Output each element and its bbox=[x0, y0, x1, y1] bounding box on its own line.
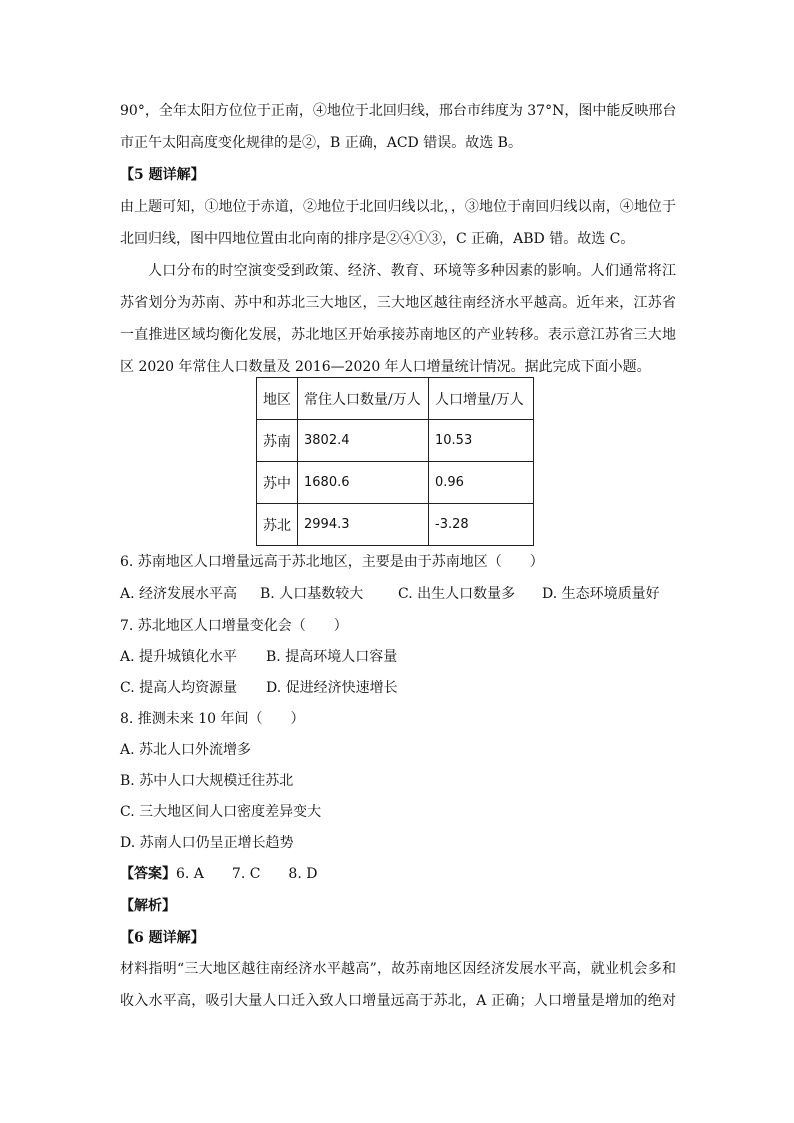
q8-option-d[interactable]: D. 苏南人口仍呈正增长趋势 bbox=[120, 835, 294, 851]
paragraph-line: 由上题可知，①地位于赤道，②地位于北回归线以北，，③地位于南回归线以南，④地位于 bbox=[120, 199, 676, 215]
table-cell-increase: 10.53 bbox=[429, 420, 534, 462]
table-row bbox=[257, 504, 534, 546]
column-header-region: 地区 bbox=[257, 378, 298, 420]
q5-heading: 【5 题详解】 bbox=[120, 167, 205, 183]
q6-option-d[interactable]: D. 生态环境质量好 bbox=[542, 586, 660, 602]
paragraph-line: 材料指明“三大地区越往南经济水平越高”，故苏南地区因经济发展水平高，就业机会多和 bbox=[120, 961, 676, 977]
table-cell-region: 苏南 bbox=[257, 420, 298, 462]
q6-option-a[interactable]: A. 经济发展水平高 bbox=[120, 586, 238, 602]
column-header-increase: 人口增量/万人 bbox=[429, 378, 534, 420]
q6-detail-heading: 【6 题详解】 bbox=[120, 930, 205, 946]
table-cell-region: 苏北 bbox=[257, 504, 298, 546]
q4-explanation-continued bbox=[120, 95, 676, 159]
q6-explanation bbox=[120, 953, 676, 1017]
paragraph-line: 一直推进区域均衡化发展，苏北地区开始承接苏南地区的产业转移。表示意江苏省三大地 bbox=[120, 327, 676, 343]
q7-option-b[interactable]: B. 提高环境人口容量 bbox=[266, 649, 398, 665]
answer-label: 【答案】 bbox=[120, 866, 176, 882]
paragraph-line: 市正午太阳高度变化规律的是②，B 正确，ACD 错误。故选 B。 bbox=[120, 135, 522, 151]
table-row bbox=[257, 462, 534, 504]
table-cell-population: 3802.4 bbox=[298, 420, 429, 462]
paragraph-line: 北回归线，图中四地位置由北向南的排序是②④①③，C 正确，ABD 错。故选 C。 bbox=[120, 231, 635, 247]
material-paragraph bbox=[120, 255, 676, 383]
q7-options-row-2 bbox=[120, 672, 676, 704]
column-header-population: 常住人口数量/万人 bbox=[298, 378, 429, 420]
table-cell-increase: -3.28 bbox=[429, 504, 534, 546]
answer-line bbox=[120, 858, 317, 890]
q7-option-d[interactable]: D. 促进经济快速增长 bbox=[266, 680, 398, 696]
q6-options bbox=[120, 578, 676, 610]
q6-stem: 6. 苏南地区人口增量远高于苏北地区，主要是由于苏南地区（ ） bbox=[120, 554, 544, 570]
table-cell-population: 2994.3 bbox=[298, 504, 429, 546]
paragraph-line: 苏省划分为苏南、苏中和苏北三大地区，三大地区越往南经济水平越高。近年来，江苏省 bbox=[120, 295, 676, 311]
paragraph-line: 90°，全年太阳方位位于正南，④地位于北回归线，邢台市纬度为 37°N，图中能反映邢台 bbox=[120, 103, 676, 119]
population-table bbox=[256, 377, 534, 546]
table-header-row bbox=[257, 378, 534, 420]
q6-option-b[interactable]: B. 人口基数较大 bbox=[260, 586, 364, 602]
table-cell-increase: 0.96 bbox=[429, 462, 534, 504]
table-cell-region: 苏中 bbox=[257, 462, 298, 504]
answer-values: 6. A 7. C 8. D bbox=[176, 866, 318, 882]
q6-option-c[interactable]: C. 出生人口数量多 bbox=[398, 586, 516, 602]
analysis-label: 【解析】 bbox=[120, 898, 176, 914]
q7-stem: 7. 苏北地区人口增量变化会（ ） bbox=[120, 618, 348, 634]
paragraph-line: 人口分布的时空演变受到政策、经济、教育、环境等多种因素的影响。人们通常将江 bbox=[148, 263, 676, 279]
table-row bbox=[257, 420, 534, 462]
paragraph-line: 区 2020 年常住人口数量及 2016—2020 年人口增量统计情况。据此完成下面小题。 bbox=[120, 359, 651, 375]
table-cell-population: 1680.6 bbox=[298, 462, 429, 504]
q8-option-c[interactable]: C. 三大地区间人口密度差异变大 bbox=[120, 804, 322, 820]
q8-option-a[interactable]: A. 苏北人口外流增多 bbox=[120, 742, 252, 758]
paragraph-line: 收入水平高，吸引大量人口迁入致人口增量远高于苏北，A 正确；人口增量是增加的绝对 bbox=[120, 993, 676, 1009]
q7-options-row-1 bbox=[120, 641, 676, 673]
q7-option-c[interactable]: C. 提高人均资源量 bbox=[120, 680, 238, 696]
q8-stem: 8. 推测未来 10 年间（ ） bbox=[120, 711, 305, 727]
q8-option-b[interactable]: B. 苏中人口大规模迁往苏北 bbox=[120, 773, 294, 789]
q5-section bbox=[120, 159, 676, 255]
q7-option-a[interactable]: A. 提升城镇化水平 bbox=[120, 649, 238, 665]
